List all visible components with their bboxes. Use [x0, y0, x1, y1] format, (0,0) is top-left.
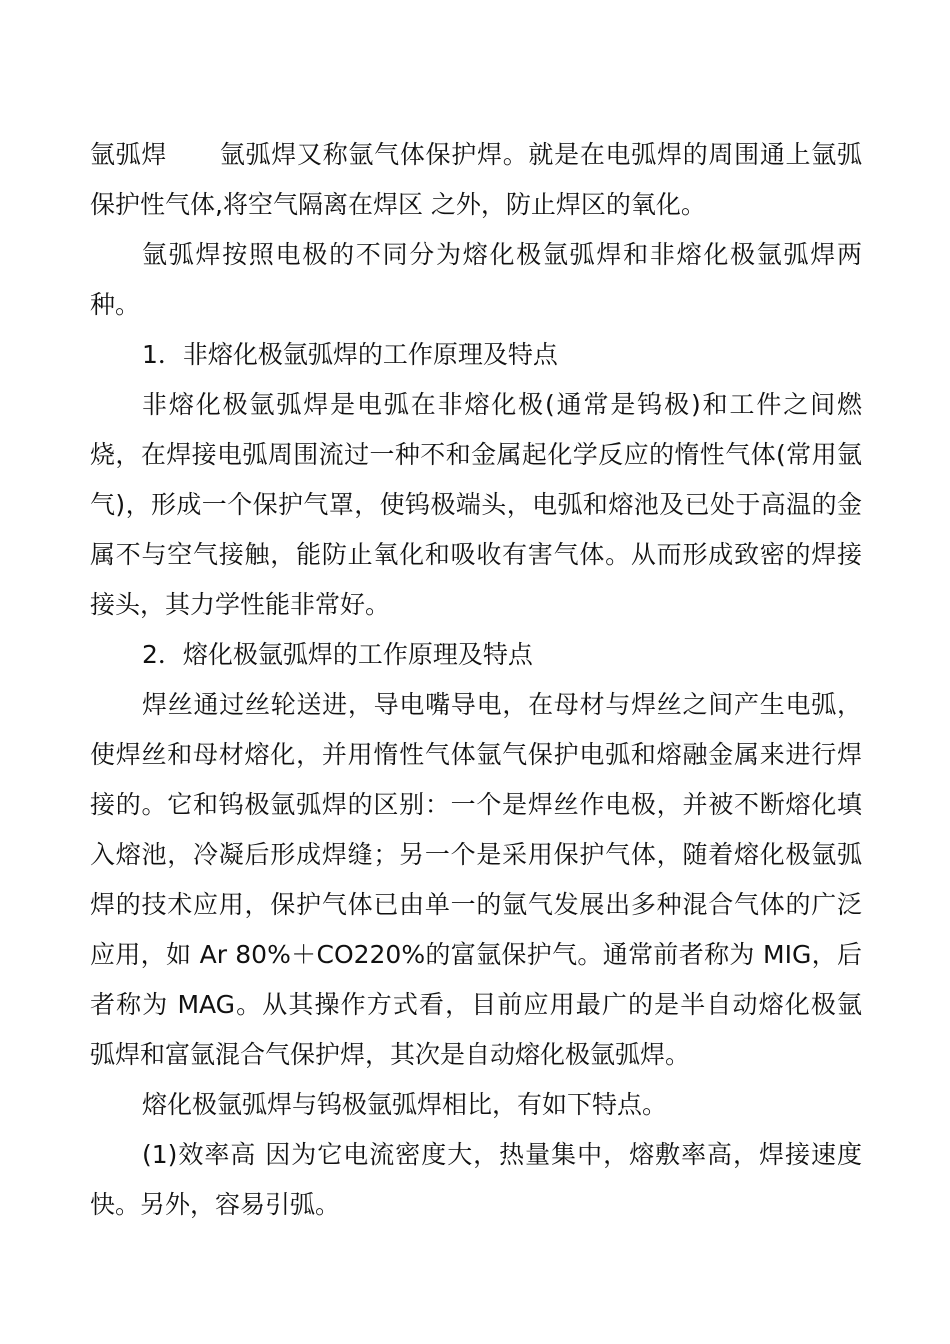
paragraph-line: 烧，在焊接电弧周围流过一种不和金属起化学反应的惰性气体(常用氩: [90, 440, 862, 469]
paragraph-line: 接的。它和钨极氩弧焊的区别：一个是焊丝作电极，并被不断熔化填: [90, 790, 862, 819]
document-body: [90, 130, 862, 1230]
section-heading-1: 1．非熔化极氩弧焊的工作原理及特点: [142, 340, 558, 369]
paragraph-line: 气)，形成一个保护气罩，使钨极端头，电弧和熔池及已处于高温的金: [90, 490, 862, 519]
section-heading-2: 2．熔化极氩弧焊的工作原理及特点: [142, 640, 533, 669]
paragraph-line: 接头，其力学性能非常好。: [90, 590, 391, 619]
paragraph-line: 者称为 MAG。从其操作方式看，目前应用最广的是半自动熔化极氩: [90, 990, 862, 1019]
paragraph-line: 使焊丝和母材熔化，并用惰性气体氩气保护电弧和熔融金属来进行焊: [90, 740, 862, 769]
paragraph-line: 焊丝通过丝轮送进，导电嘴导电，在母材与焊丝之间产生电弧，: [142, 690, 862, 719]
term-heading: 氩弧焊: [90, 140, 168, 169]
paragraph-line: 非熔化极氩弧焊是电弧在非熔化极(通常是钨极)和工件之间燃: [142, 390, 862, 419]
paragraph-line: 入熔池，冷凝后形成焊缝；另一个是采用保护气体，随着熔化极氩弧: [90, 840, 862, 869]
paragraph-line: 焊的技术应用，保护气体已由单一的氩气发展出多种混合气体的广泛: [90, 890, 862, 919]
term-definition: 氩弧焊又称氩气体保护焊。就是在电弧焊的周围通上氩弧: [219, 140, 862, 169]
paragraph-line: [90, 130, 862, 180]
paragraph-line: 保护性气体,将空气隔离在焊区 之外，防止焊区的氧化。: [90, 190, 706, 219]
paragraph-line: 弧焊和富氩混合气保护焊，其次是自动熔化极氩弧焊。: [90, 1040, 691, 1069]
paragraph-line: 种。: [90, 290, 141, 319]
paragraph-line: 熔化极氩弧焊与钨极氩弧焊相比，有如下特点。: [142, 1090, 668, 1119]
paragraph-line: (1)效率高 因为它电流密度大，热量集中，熔敷率高，焊接速度: [142, 1140, 862, 1169]
paragraph-line: 快。另外，容易引弧。: [90, 1190, 341, 1219]
paragraph-line: 氩弧焊按照电极的不同分为熔化极氩弧焊和非熔化极氩弧焊两: [142, 240, 862, 269]
paragraph-line: 属不与空气接触，能防止氧化和吸收有害气体。从而形成致密的焊接: [90, 540, 862, 569]
paragraph-line: 应用，如 Ar 80%＋CO220%的富氩保护气。通常前者称为 MIG，后: [90, 940, 862, 969]
